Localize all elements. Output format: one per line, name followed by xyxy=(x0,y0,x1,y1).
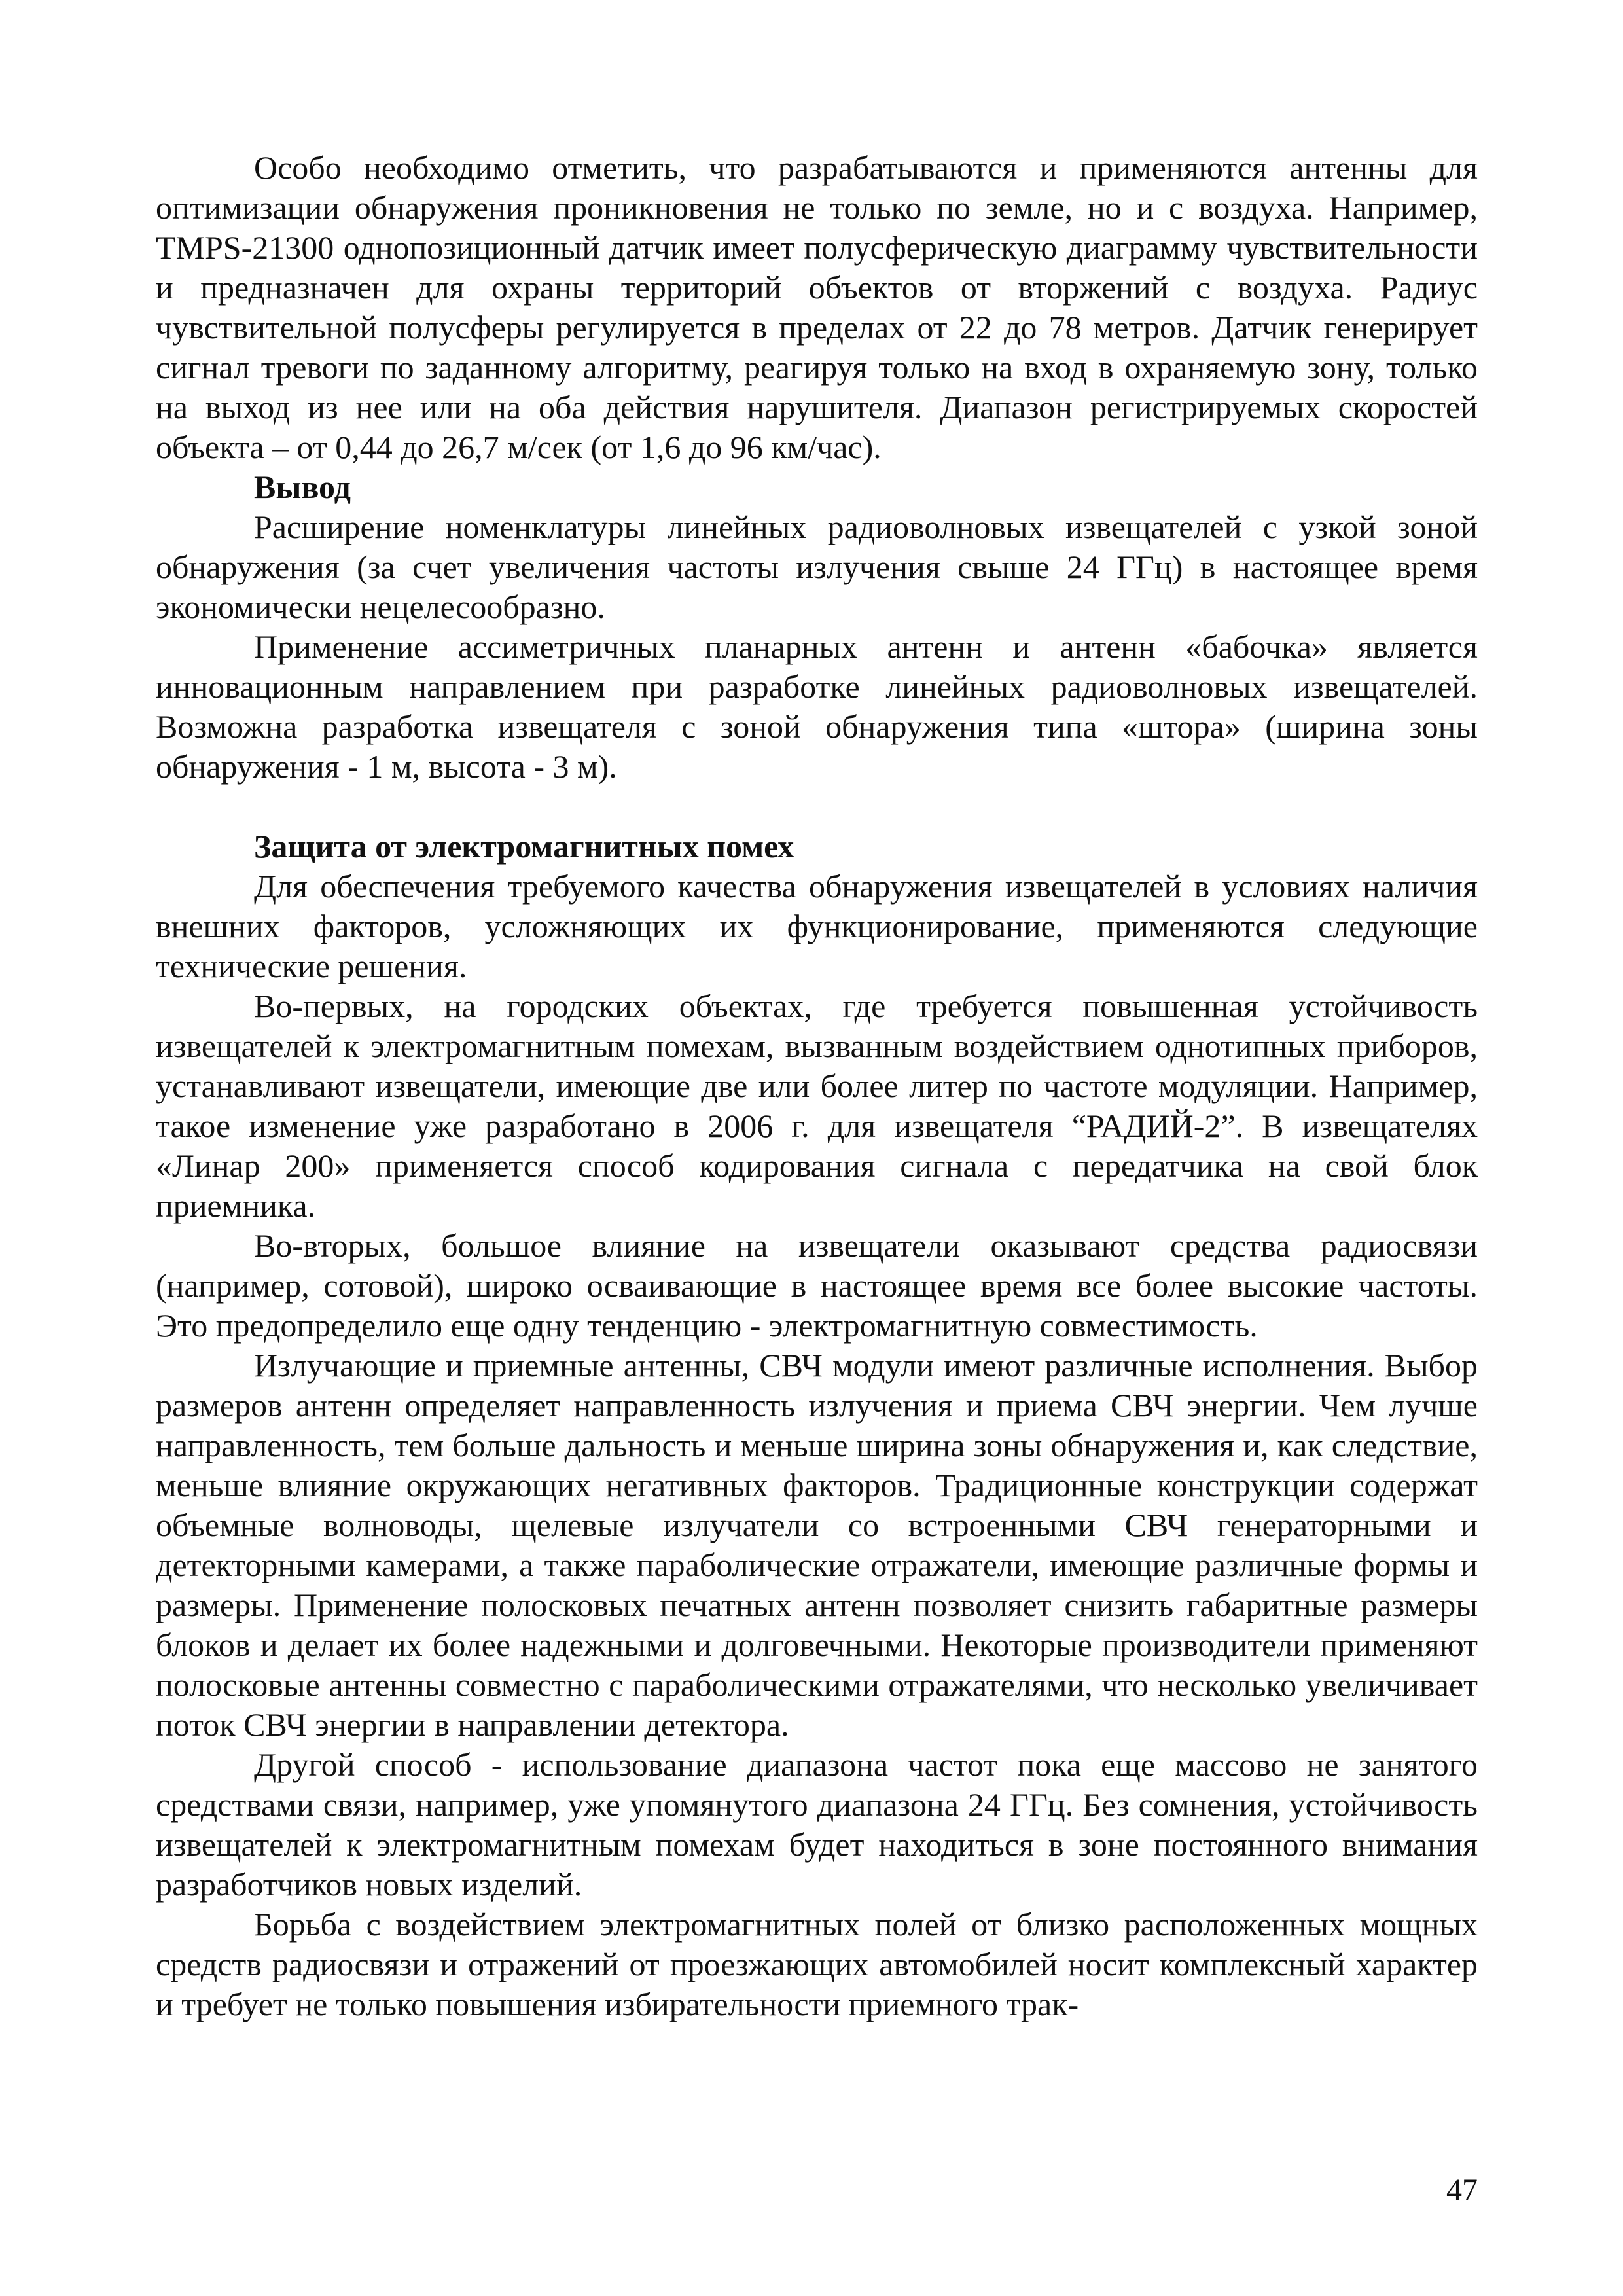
document-page xyxy=(156,148,1478,2229)
paragraph-protection-2: Во-первых, на городских объектах, где требуется повышенная устойчивость извещателей к электромагнитным помехам, вызванным воздействием однотипных приборов, устанавливают извещатели, имеющие две или более литер по частоте модуляции. Например, такое изменение уже разработано в 2006 г. для извещателя “РАДИЙ-2”. В извещателях «Линар 200» применяется способ кодирования сигнала с передатчика на свой блок приемника. xyxy=(156,988,1478,1224)
paragraph-protection-3: Во-вторых, большое влияние на извещатели оказывают средства радиосвязи (например, сотовой), широко осваивающие в настоящее время все более высокие частоты. Это предопределило еще одну тенденцию - электромагнитную совместимость. xyxy=(156,1227,1478,1344)
paragraph-conclusion-2: Применение ассиметричных планарных антенн и антенн «бабочка» является инновационным направлением при разработке линейных радиоволновых извещателей. Возможна разработка извещателя с зоной обнаружения типа «штора» (ширина зоны обнаружения - 1 м, высота - 3 м). xyxy=(156,628,1478,785)
paragraph-air-detection: Особо необходимо отметить, что разрабатываются и применяются антенны для оптимизации обнаружения проникновения не только по земле, но и с воздуха. Например, TMPS-21300 однопозиционный датчик имеет полусферическую диаграмму чувствительности и предназначен для охраны территорий объектов от вторжений с воздуха. Радиус чувствительной полусферы регулируется в пределах от 22 до 78 метров. Датчик генерирует сигнал тревоги по заданному алгоритму, реагируя только на вход в охраняемую зону, только на выход из нее или на оба действия нарушителя. Диапазон регистрируемых скоростей объекта – от 0,44 до 26,7 м/сек (от 1,6 до 96 км/час). xyxy=(156,149,1478,465)
heading-emi-protection: Защита от электромагнитных помех xyxy=(254,828,794,865)
page-number: 47 xyxy=(1446,2173,1478,2208)
paragraph-conclusion-1: Расширение номенклатуры линейных радиоволновых извещателей с узкой зоной обнаружения (за счет увеличения частоты излучения свыше 24 ГГц) в настоящее время экономически нецелесообразно. xyxy=(156,509,1478,625)
paragraph-protection-6: Борьба с воздействием электромагнитных полей от близко расположенных мощных средств радиосвязи и отражений от проезжающих автомобилей носит комплексный характер и требует не только повышения избирательности приемного трак- xyxy=(156,1906,1478,2022)
paragraph-protection-1: Для обеспечения требуемого качества обнаружения извещателей в условиях наличия внешних факторов, усложняющих их функционирование, применяются следующие технические решения. xyxy=(156,868,1478,984)
paragraph-protection-4: Излучающие и приемные антенны, СВЧ модули имеют различные исполнения. Выбор размеров антенн определяет направленность излучения и приема СВЧ энергии. Чем лучше направленность, тем больше дальность и меньше ширина зоны обнаружения и, как следствие, меньше влияние окружающих негативных факторов. Традиционные конструкции содержат объемные волноводы, щелевые излучатели со встроенными СВЧ генераторными и детекторными камерами, а также параболические отражатели, имеющие различные формы и размеры. Применение полосковых печатных антенн позволяет снизить габаритные размеры блоков и делает их более надежными и долговечными. Некоторые производители применяют полосковые антенны совместно с параболическими отражателями, что несколько увеличивает поток СВЧ энергии в направлении детектора. xyxy=(156,1347,1478,1743)
page-body xyxy=(156,148,1478,2024)
section-spacer xyxy=(156,787,1478,827)
paragraph-protection-5: Другой способ - использование диапазона частот пока еще массово не занятого средствами связи, например, уже упомянутого диапазона 24 ГГц. Без сомнения, устойчивость извещателей к электромагнитным помехам будет находиться в зоне постоянного внимания разработчиков новых изделий. xyxy=(156,1746,1478,1903)
heading-conclusion: Вывод xyxy=(254,469,351,505)
